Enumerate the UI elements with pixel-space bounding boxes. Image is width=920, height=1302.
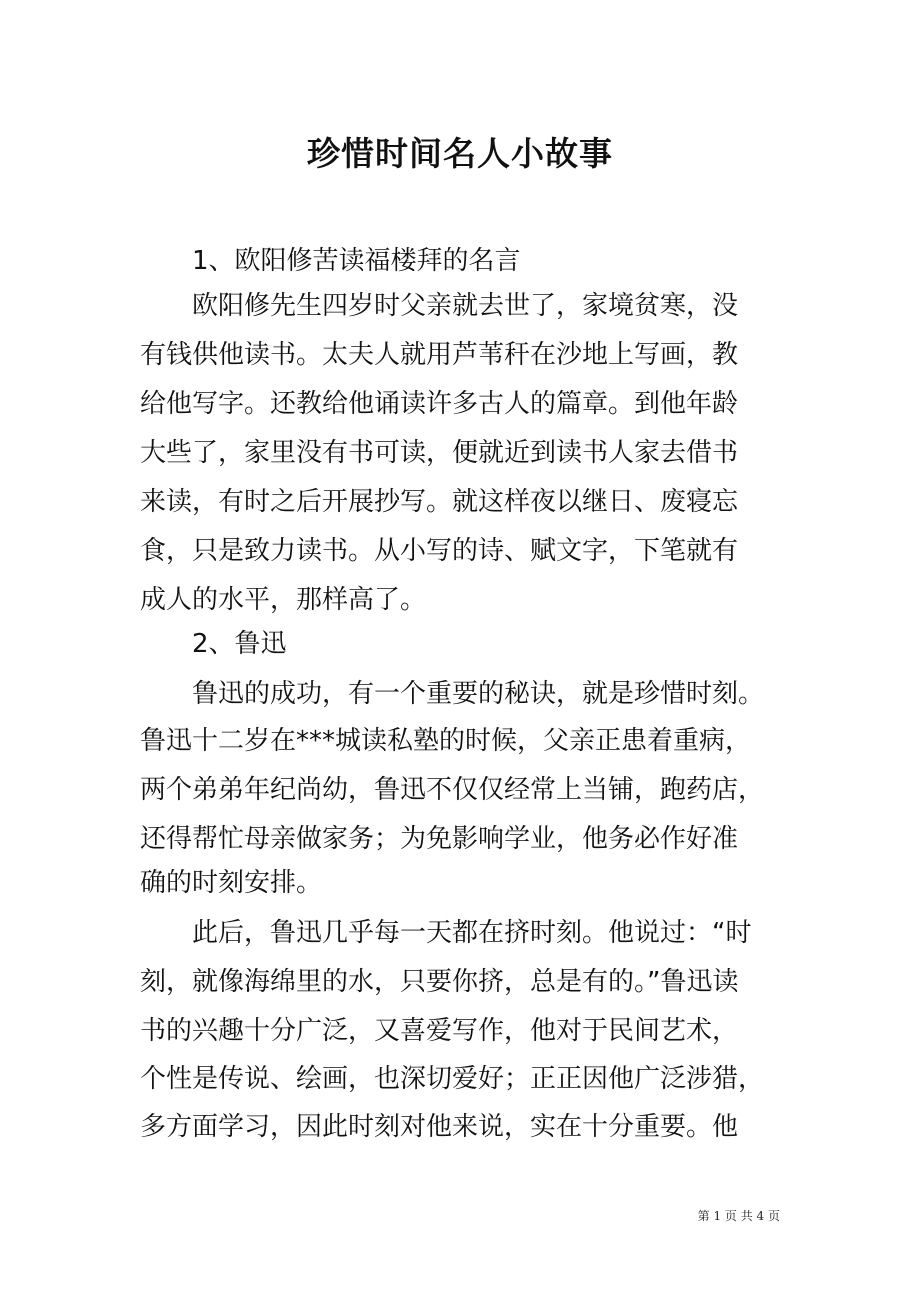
- paragraph-line: 还得帮忙母亲做家务；为免影响学业，他务必作好准: [140, 824, 739, 854]
- paragraph-line: 鲁迅的成功，有一个重要的秘诀，就是珍惜时刻。: [140, 679, 765, 709]
- paragraph-line: 个性是传说、绘画，也深切爱好；正正因他广泛涉猎，: [140, 1064, 765, 1094]
- paragraph-line: 鲁迅十二岁在***城读私塾的时候，父亲正患着重病，: [140, 726, 752, 756]
- paragraph-line: 有钱供他读书。太夫人就用芦苇秆在沙地上写画，教: [140, 340, 739, 370]
- paragraph-line: 书的兴趣十分广泛，又喜爱写作，他对于民间艺术，: [140, 1016, 739, 1046]
- paragraph-line: 欧阳修先生四岁时父亲就去世了，家境贫寒，没: [140, 291, 739, 321]
- paragraph-line: 确的时刻安排。: [140, 868, 323, 898]
- page-number: 第 1 页 共 4 页: [697, 1209, 780, 1223]
- paragraph-line: 2、鲁迅: [140, 629, 287, 659]
- paragraph-line: 食，只是致力读书。从小写的诗、赋文字，下笔就有: [140, 536, 739, 566]
- paragraph-line: 1、欧阳修苦读福楼拜的名言: [140, 246, 521, 276]
- paragraph-line: 多方面学习，因此时刻对他来说，实在十分重要。他: [140, 1112, 739, 1142]
- document-title: 珍惜时间名人小故事: [307, 134, 613, 173]
- paragraph-line: 此后，鲁迅几乎每一天都在挤时刻。他说过：“时: [140, 918, 752, 948]
- paragraph-line: 来读，有时之后开展抄写。就这样夜以继日、废寝忘: [140, 487, 739, 517]
- paragraph-line: 大些了，家里没有书可读，便就近到读书人家去借书: [140, 438, 739, 468]
- paragraph-line: 给他写字。还教给他诵读许多古人的篇章。到他年龄: [140, 389, 739, 419]
- paragraph-line: 成人的水平，那样高了。: [140, 585, 427, 615]
- paragraph-line: 刻，就像海绵里的水，只要你挤，总是有的。”鲁迅读: [140, 967, 739, 997]
- paragraph-line: 两个弟弟年纪尚幼，鲁迅不仅仅经常上当铺，跑药店，: [140, 775, 765, 805]
